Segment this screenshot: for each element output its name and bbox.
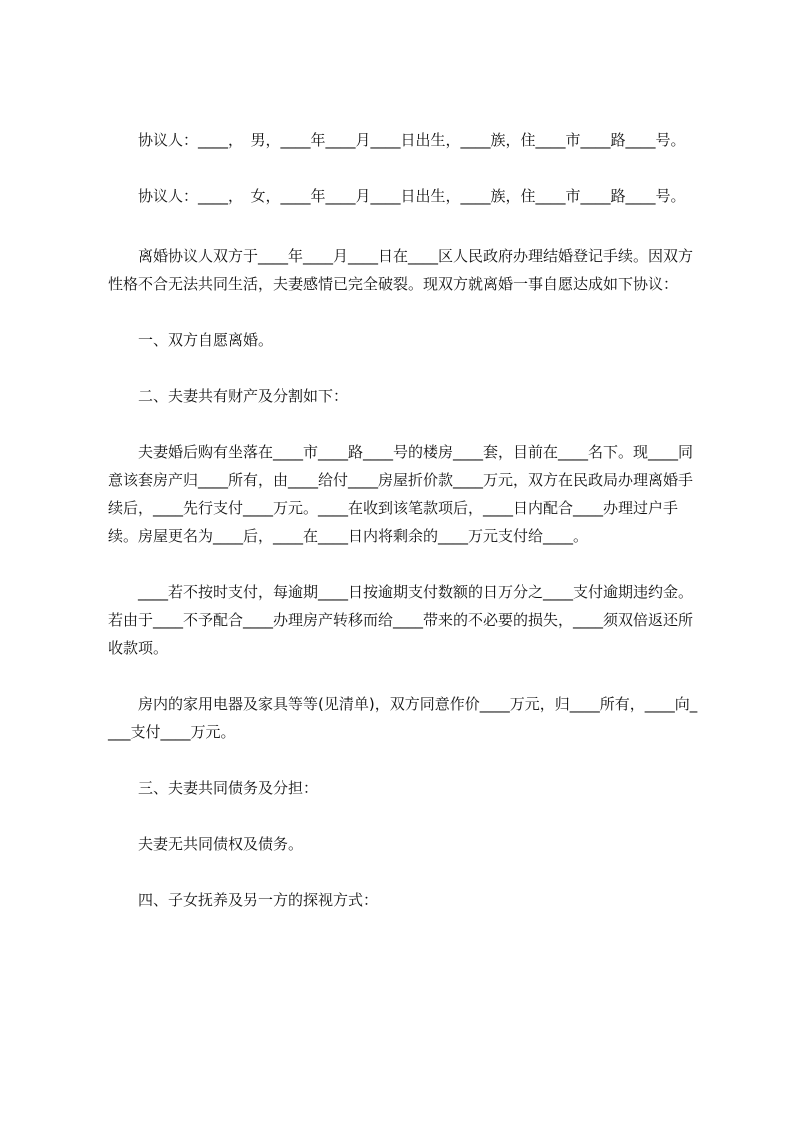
party-one-paragraph: 协议人：____， 男，____年____月____日出生，____族，住____市____路____号。 xyxy=(138,131,686,149)
debt-paragraph: 夫妻无共同债权及债务。 xyxy=(138,835,304,853)
furniture-paragraph: 房内的家用电器及家具等等(见清单)，双方同意作价____万元，归____所有，____向____支付____万元。 xyxy=(108,695,698,741)
clause-one-heading: 一、双方自愿离婚。 xyxy=(138,331,274,349)
clause-four-heading: 四、子女抚养及另一方的探视方式： xyxy=(138,891,379,909)
property-paragraph: 夫妻婚后购有坐落在____市____路____号的楼房____套，目前在____名下。现____同意该套房产归____所有，由____给付____房屋折价款____万元，双方在民政局办理离婚手续后，____先行支付____万元。____在收到该笔款项后，____日内配合____办理过户手续。房屋更名为____后，____在____日内将剩余的____万元支付给____。 xyxy=(108,443,694,545)
party-two-paragraph: 协议人：____， 女，____年____月____日出生，____族，住____市____路____号。 xyxy=(138,187,686,205)
clause-three-heading: 三、夫妻共同债务及分担： xyxy=(138,779,319,797)
preamble-paragraph: 离婚协议人双方于____年____月____日在____区人民政府办理结婚登记手续。因双方性格不合无法共同生活，夫妻感情已完全破裂。现双方就离婚一事自愿达成如下协议： xyxy=(108,247,694,293)
clause-two-heading: 二、夫妻共有财产及分割如下： xyxy=(138,387,349,405)
penalty-paragraph: ____若不按时支付，每逾期____日按逾期支付数额的日万分之____支付逾期违约金。若由于____不予配合____办理房产转移而给____带来的不必要的损失，____须双倍返还所收款项。 xyxy=(108,583,694,657)
document-body xyxy=(108,126,702,914)
